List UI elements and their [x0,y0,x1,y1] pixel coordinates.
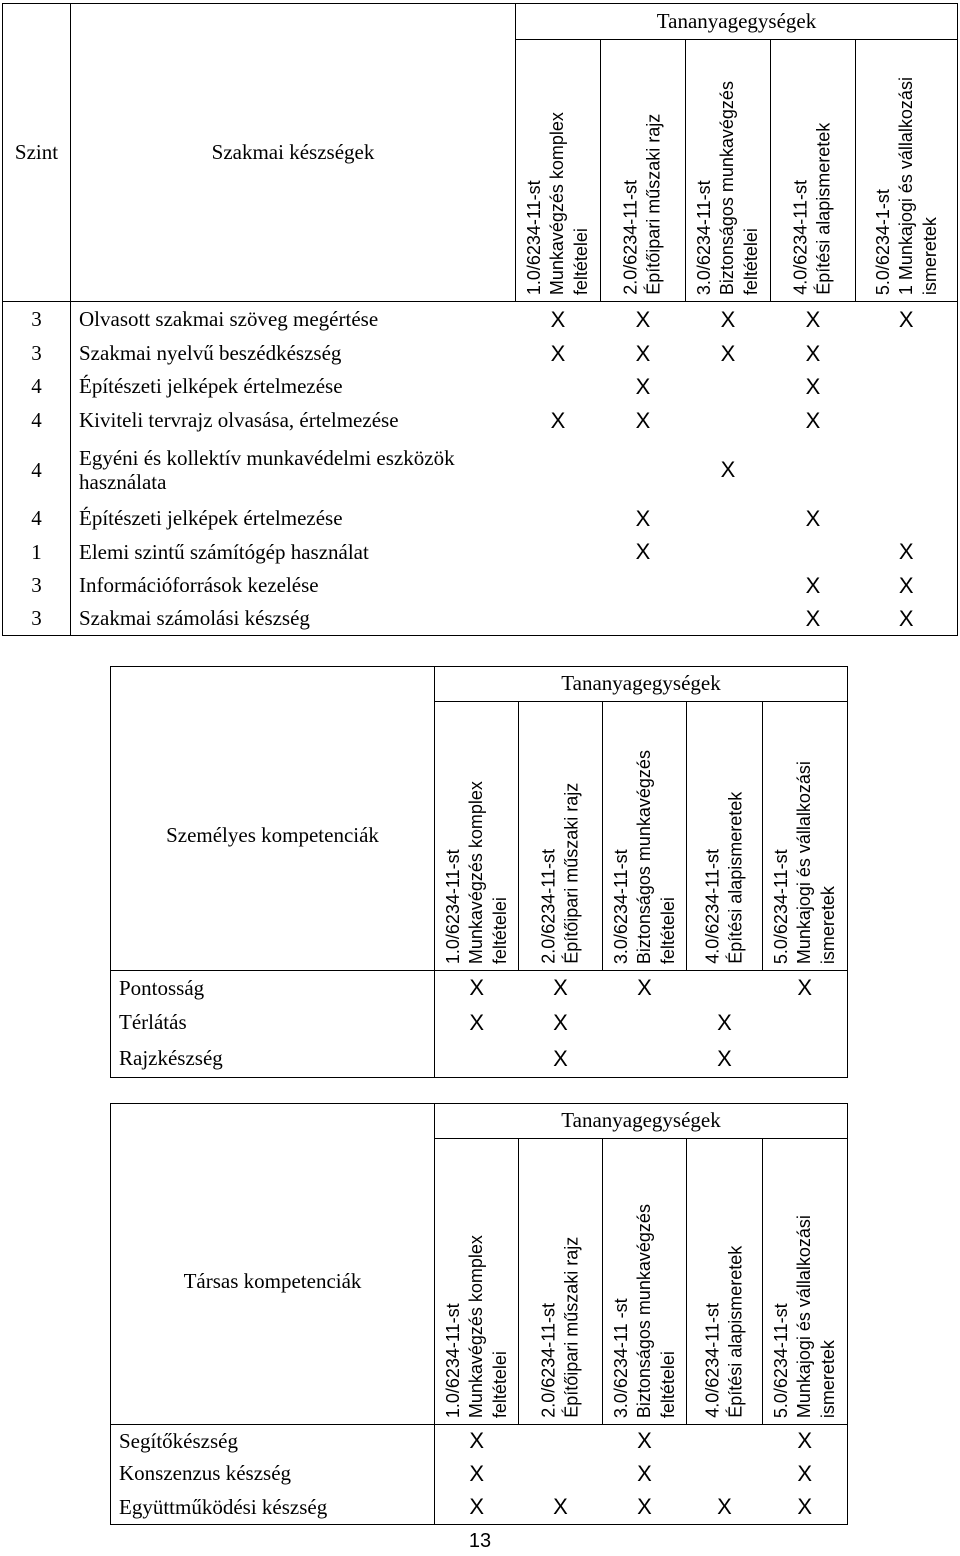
mark-cell: X [635,306,651,332]
social-competencies-table [110,1103,848,1525]
mark-cell: X [687,1041,763,1078]
skills-header: Személyes kompetenciák [111,702,435,971]
mark-cell: X [720,306,736,332]
unit-header-line: feltételei [570,227,591,295]
mark-cell: X [771,603,856,636]
unit-header-4 [687,702,763,971]
table-row [3,302,958,338]
mark-cell: X [637,975,652,1001]
units-header-row [111,1139,848,1425]
mark-cell [603,1006,687,1041]
mark-cell [686,603,771,636]
unit-header-line: ismeretek [817,1339,838,1418]
unit-header-text [537,1237,584,1418]
mark-cell [686,404,771,439]
unit-header-1 [435,702,519,971]
unit-header-text [620,114,667,295]
unit-header-line: 3.0/6234-11-st [610,849,631,964]
mark-cell: X [553,1009,568,1035]
mark-cell: X [805,407,821,433]
skills-header: Társas kompetenciák [111,1139,435,1425]
unit-header-text [770,761,840,964]
mark-cell [687,1458,763,1491]
mark-cell: X [856,603,958,636]
mark-cell [601,603,686,636]
skills-header: Szakmai készségek [71,4,516,302]
unit-header-line: 1 Munkajogi és vállalkozási [895,76,916,295]
unit-header-line: 3.0/6234-11-st [693,180,714,295]
unit-header-text [609,750,679,964]
table-row [111,1006,848,1041]
level-cell: 4 [3,503,71,536]
unit-header-text [770,1215,840,1418]
skills-rows [3,302,958,636]
unit-header-line: 1.0/6234-11-st [442,849,463,964]
skill-cell: Együttműködési készség [111,1491,435,1525]
skill-cell: Elemi szintű számítógép használat [71,536,516,570]
unit-header-5 [763,702,848,971]
mark-cell: X [763,1425,848,1458]
mark-cell: X [469,1460,485,1486]
unit-header-line: feltételei [489,1350,510,1418]
mark-cell [686,371,771,404]
mark-cell: X [805,572,821,598]
skill-cell: Rajzkészség [111,1041,435,1078]
unit-header-line: 2.0/6234-11-st [538,849,559,964]
table-row [111,1491,848,1525]
skill-cell: Kiviteli tervrajz olvasása, értelmezése [71,404,516,439]
mark-cell: X [856,302,958,338]
units-group-header: Tananyagegységek [516,4,958,40]
mark-cell: X [469,975,485,1001]
mark-cell [601,439,686,503]
mark-cell: X [635,407,651,433]
skill-cell: Építészeti jelképek értelmezése [71,503,516,536]
mark-cell [516,603,601,636]
mark-cell: X [635,539,651,565]
competency-rows [111,971,848,1078]
unit-header-3 [603,1139,687,1425]
table-row [3,570,958,603]
mark-cell [516,439,601,503]
unit-header-text [537,783,584,964]
unit-header-line: ismeretek [817,885,838,964]
mark-cell: X [469,1428,485,1454]
unit-header-line: feltételei [657,896,678,964]
mark-cell: X [805,373,821,399]
unit-header-line: 1.0/6234-11-st [442,1303,463,1418]
mark-cell [516,371,601,404]
unit-header-5 [763,1139,848,1425]
table-row [111,971,848,1006]
mark-cell: X [720,457,736,483]
unit-header-line: Munkajogi és vállalkozási [794,760,815,964]
unit-header-line: Biztonságos munkavégzés [717,80,738,295]
unit-header-line: feltételei [657,1350,678,1418]
mark-cell [687,1425,763,1458]
unit-header-line: 4.0/6234-11-st [702,849,723,964]
mark-cell: X [469,1009,485,1035]
table-row [111,1425,848,1458]
mark-cell: X [635,373,651,399]
mark-cell [516,570,601,603]
table-row [3,503,958,536]
page-number: 13 [468,1530,492,1552]
mark-cell: X [635,340,651,366]
unit-header-text [693,81,763,295]
unit-header-line: 5.0/6234-11-st [770,849,791,964]
unit-header-text [701,1246,748,1418]
unit-header-3 [686,40,771,302]
table-row [3,536,958,570]
unit-header-line: Biztonságos munkavégzés [633,1203,654,1418]
mark-cell [687,971,763,1006]
mark-cell [856,503,958,536]
table-row [111,1041,848,1078]
unit-header-2 [601,40,686,302]
mark-cell [516,536,601,570]
unit-header-text [701,792,748,964]
skill-cell: Szakmai nyelvű beszédkészség [71,338,516,371]
mark-cell [686,503,771,536]
unit-header-line: Munkavégzés komplex [547,111,568,295]
unit-header-line: Építési alapismeretek [814,122,834,295]
unit-header-text [441,781,511,964]
unit-header-line: Építőipari műszaki rajz [561,782,582,964]
skill-cell: Olvasott szakmai szöveg megértése [71,302,516,338]
unit-header-line: feltételei [740,227,761,295]
unit-header-line: Munkavégzés komplex [465,1234,486,1418]
unit-header-5 [856,40,958,302]
mark-cell: X [637,1460,652,1486]
level-cell: 1 [3,536,71,570]
level-cell: 3 [3,302,71,338]
units-group-header: Tananyagegységek [435,1104,848,1139]
unit-header-text [523,112,593,295]
unit-header-1 [435,1139,519,1425]
mark-cell [856,338,958,371]
level-cell: 4 [3,439,71,503]
unit-header-line: 2.0/6234-11-st [620,180,641,295]
unit-header-4 [687,1139,763,1425]
table-row [3,404,958,439]
unit-header-line: 4.0/6234-11-st [790,180,811,295]
mark-cell [519,1458,603,1491]
mark-cell [763,1041,848,1078]
unit-header-line: ismeretek [919,216,940,295]
table-row [3,371,958,404]
mark-cell: X [550,340,566,366]
unit-header-text [441,1235,511,1418]
level-header: Szint [3,4,71,302]
skill-cell: Konszenzus készség [111,1458,435,1491]
mark-cell [686,570,771,603]
level-cell: 3 [3,338,71,371]
mark-cell: X [717,1009,732,1035]
unit-header-2 [519,1139,603,1425]
unit-header-line: Építési alapismeretek [725,791,746,964]
table-row [3,338,958,371]
mark-cell [856,404,958,439]
level-cell: 3 [3,570,71,603]
unit-header-line: 1.0/6234-11-st [523,180,544,295]
personal-competencies-table [110,666,848,1078]
unit-header-line: Építőipari műszaki rajz [644,113,664,295]
level-cell: 4 [3,404,71,439]
mark-cell [516,503,601,536]
mark-cell: X [550,407,566,433]
mark-cell: X [637,1428,652,1454]
unit-header-4 [771,40,856,302]
level-cell: 3 [3,603,71,636]
mark-cell: X [805,505,821,531]
table-row [3,439,958,503]
mark-cell: X [763,1491,848,1525]
unit-header-text [871,77,941,295]
skill-cell: Szakmai számolási készség [71,603,516,636]
mark-cell [686,536,771,570]
unit-header-line: 3.0/6234-11 -st [610,1298,631,1418]
unit-header-1 [516,40,601,302]
skill-cell: Egyéni és kollektív munkavédelmi eszközök használata [71,439,516,503]
table-row [3,603,958,636]
mark-cell: X [550,306,566,332]
unit-header-line: 2.0/6234-11-st [538,1303,559,1418]
units-header-row [111,702,848,971]
skill-cell: Segítőkészség [111,1425,435,1458]
mark-cell: X [763,1458,848,1491]
unit-header-line: Építési alapismeretek [725,1245,746,1418]
mark-cell: X [720,340,736,366]
mark-cell [771,439,856,503]
unit-header-line: 4.0/6234-11-st [702,1303,723,1418]
mark-cell: X [856,536,958,570]
unit-header-line: 5.0/6234-11-st [770,1303,791,1418]
unit-header-text [790,123,837,295]
mark-cell: X [603,1491,687,1525]
mark-cell: X [687,1491,763,1525]
skill-cell: Információforrások kezelése [71,570,516,603]
mark-cell: X [553,975,568,1001]
unit-header-line: Munkajogi és vállalkozási [794,1214,815,1418]
mark-cell: X [435,1491,519,1525]
unit-header-line: feltételei [489,896,510,964]
unit-header-line: 5.0/6234-1-st [872,188,893,295]
skill-cell: Építészeti jelképek értelmezése [71,371,516,404]
mark-cell [763,1006,848,1041]
unit-header-text [609,1204,679,1418]
mark-cell: X [856,570,958,603]
skill-cell: Térlátás [111,1006,435,1041]
mark-cell [856,439,958,503]
mark-cell: X [635,505,651,531]
mark-cell: X [519,1491,603,1525]
mark-cell: X [805,306,821,332]
competency-rows [111,1425,848,1525]
level-cell: 4 [3,371,71,404]
mark-cell: X [763,971,848,1006]
table-row [111,1458,848,1491]
units-group-header: Tananyagegységek [435,667,848,702]
mark-cell: X [519,1041,603,1078]
unit-header-2 [519,702,603,971]
unit-header-line: Biztonságos munkavégzés [633,749,654,964]
professional-skills-table [2,3,958,636]
unit-header-line: Építőipari műszaki rajz [561,1236,582,1418]
skill-cell: Pontosság [111,971,435,1006]
mark-cell [601,570,686,603]
mark-cell [771,536,856,570]
mark-cell [856,371,958,404]
unit-header-3 [603,702,687,971]
mark-cell [603,1041,687,1078]
unit-header-line: Munkavégzés komplex [465,780,486,964]
mark-cell: X [805,340,821,366]
mark-cell [435,1041,519,1078]
mark-cell [519,1425,603,1458]
